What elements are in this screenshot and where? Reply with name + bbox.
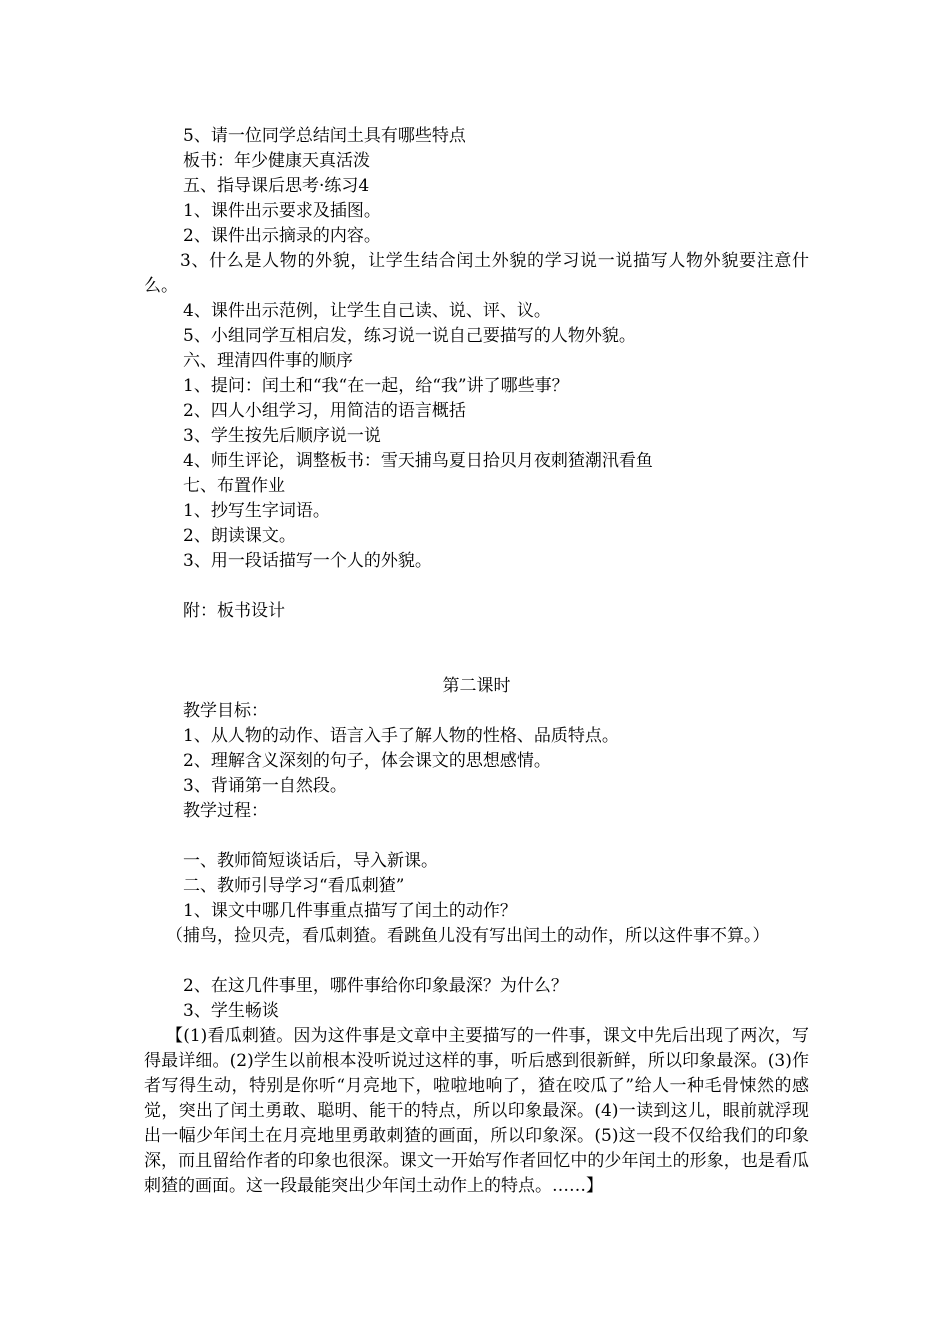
paragraph-answer: （捕鸟，捡贝壳，看瓜刺猹。看跳鱼儿没有写出闰土的动作，所以这件事不算。） [166,926,770,946]
text-line: 2、四人小组学习，用简洁的语言概括 [183,401,466,421]
paragraph-q3: 3、什么是人物的外貌，让学生结合闰土外貌的学习说一说描写人物外貌要注意什么。 [144,251,809,296]
text-line: 3、学生按先后顺序说一说 [183,426,381,446]
text-line: 2、课件出示摘录的内容。 [183,226,381,246]
text-line: 5、小组同学互相启发，练习说一说自己要描写的人物外貌。 [183,326,636,346]
text-line: 教学过程： [183,801,268,821]
text-line: 3、用一段话描写一个人的外貌。 [183,551,432,571]
text-line: 4、课件出示范例，让学生自己读、说、评、议。 [183,301,551,321]
paragraph-final: 【(1)看瓜刺猹。因为这件事是文章中主要描写的一件事，课文中先后出现了两次，写得最详细。(2)学生以前根本没听说过这样的事，听后感到很新鲜，所以印象最深。(3)作者写得生动，特别是你听“月亮地下，啦啦地响了，猹在咬瓜了”给人一种毛骨悚然的感觉，突出了闰土勇敢、聪明、能干的特点，所以印象最深。(4)一读到这儿，眼前就浮现出一幅少年闰土在月亮地里勇敢刺猹的画面，所以印象深。(5)这一段不仅给我们的印象深，而且留给作者的印象也很深。课文一开始写作者回忆中的少年闰土的形象，也是看瓜刺猹的画面。这一段最能突出少年闰土动作上的特点。……】 [144,1026,809,1196]
text-line: 3、背诵第一自然段。 [183,776,347,796]
text-line: 4、师生评论，调整板书：雪天捕鸟夏日拾贝月夜刺猹潮汛看鱼 [183,451,653,471]
section-heading: 六、理清四件事的顺序 [183,351,353,371]
text-line: 二、教师引导学习“看瓜刺猹” [183,876,405,896]
text-line: 1、课文中哪几件事重点描写了闰土的动作？ [183,901,517,921]
text-line: 3、学生畅谈 [183,1001,279,1021]
text-line: 5、请一位同学总结闰土具有哪些特点 [183,126,466,146]
text-line: 一、教师简短谈话后，导入新课。 [183,851,438,871]
text-line: 2、在这几件事里，哪件事给你印象最深？为什么？ [183,976,568,996]
lesson-title: 第二课时 [442,676,511,696]
text-line: 1、课件出示要求及插图。 [183,201,381,221]
text-line: 1、抄写生字词语。 [183,501,330,521]
section-heading: 七、布置作业 [183,476,285,496]
text-line: 五、指导课后思考·练习4 [183,176,370,196]
appendix-label: 附：板书设计 [183,601,285,621]
text-line: 教学目标： [183,701,268,721]
text-line: 1、从人物的动作、语言入手了解人物的性格、品质特点。 [183,726,619,746]
text-line: 板书：年少健康天真活泼 [183,151,370,171]
text-line: 1、提问：闰土和“我“在一起，给“我”讲了哪些事？ [183,376,569,396]
text-line: 2、朗读课文。 [183,526,296,546]
text-line: 2、理解含义深刻的句子，体会课文的思想感情。 [183,751,551,771]
